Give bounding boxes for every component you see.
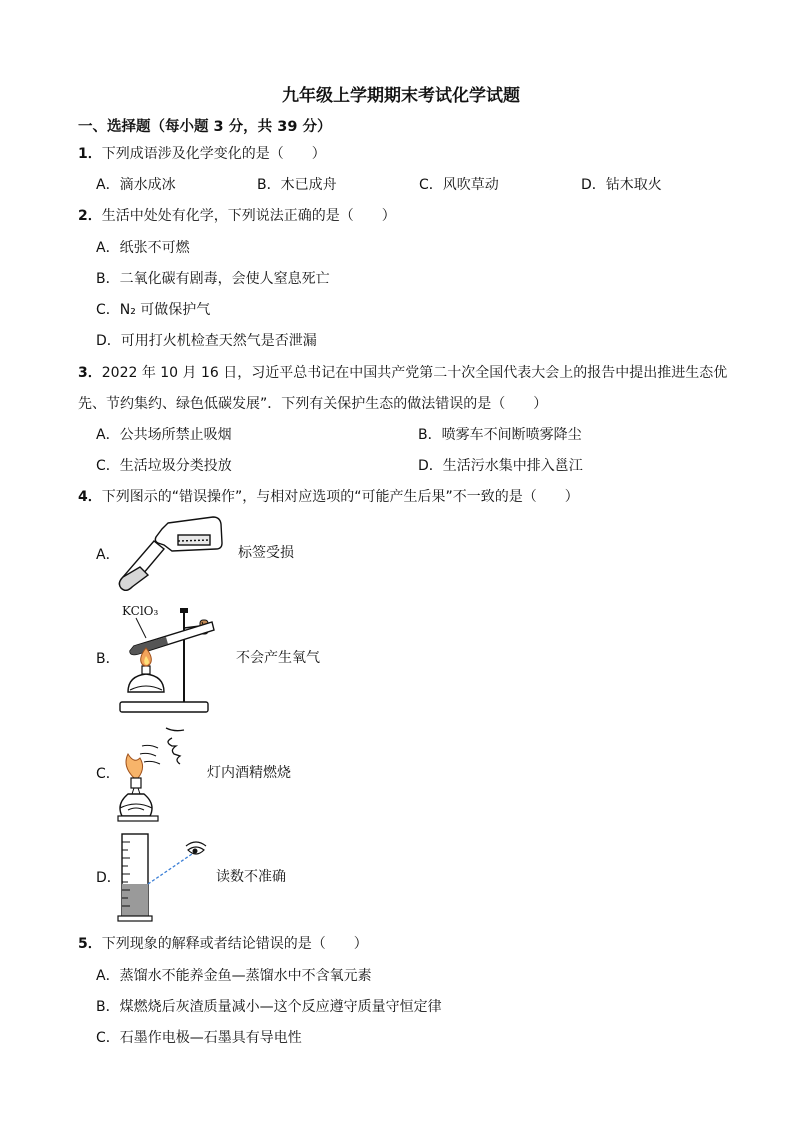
- question-text: 下列现象的解释或者结论错误的是（ ）: [101, 936, 368, 952]
- q4-option-d-letter: D．: [96, 870, 121, 886]
- q5-option-a: A．蒸馏水不能养金鱼—蒸馏水中不含氧元素: [96, 968, 372, 984]
- heating-test-tube-icon: [116, 600, 226, 715]
- question-number: 1．: [78, 146, 102, 162]
- question-number: 2．: [78, 208, 102, 224]
- q4-option-c-result: 灯内酒精燃烧: [207, 765, 291, 781]
- reading-cylinder-icon: [116, 832, 208, 922]
- blowing-out-alcohol-lamp-icon: [114, 724, 204, 826]
- q4-option-a-result: 标签受损: [238, 545, 294, 561]
- q5-option-c: C．石墨作电极—石墨具有导电性: [96, 1030, 302, 1046]
- figure-label: KClO₃: [122, 604, 159, 618]
- q5-option-b: B．煤燃烧后灰渣质量减小—这个反应遵守质量守恒定律: [96, 999, 442, 1015]
- q2-option-a: A．纸张不可燃: [96, 240, 190, 256]
- question-text: 下列图示的“错误操作”，与相对应选项的“可能产生后果”不一致的是（ ）: [101, 489, 579, 505]
- q4-option-d-result: 读数不准确: [216, 869, 286, 885]
- q3-option-a: A．公共场所禁止吸烟: [96, 427, 232, 443]
- page-title: 九年级上学期期末考试化学试题: [282, 86, 520, 106]
- q1-option-b: B．木已成舟: [257, 177, 337, 193]
- q2-option-d: D．可用打火机检查天然气是否泄漏: [96, 333, 317, 349]
- q4-option-c-letter: C．: [96, 766, 120, 782]
- question-text: 2022 年 10 月 16 日，习近平总书记在中国共产党第二十次全国代表大会上的报告中提出推进生态优: [101, 365, 728, 381]
- question-number: 3．: [78, 365, 102, 381]
- question-number: 4．: [78, 489, 102, 505]
- question-5-stem: [78, 937, 368, 951]
- q4-option-b-result: 不会产生氧气: [236, 650, 320, 666]
- question-1-stem: [78, 147, 326, 161]
- question-2-stem: [78, 209, 396, 223]
- question-3-stem-line2: 先、节约集约、绿色低碳发展”．下列有关保护生态的做法错误的是（ ）: [78, 396, 548, 412]
- q3-option-c: C．生活垃圾分类投放: [96, 458, 232, 474]
- question-text: 下列成语涉及化学变化的是（ ）: [101, 146, 326, 162]
- section-heading: 一、选择题（每小题 3 分，共 39 分）: [78, 119, 332, 135]
- question-text: 生活中处处有化学，下列说法正确的是（ ）: [101, 208, 396, 224]
- q3-option-b: B．喷雾车不间断喷雾降尘: [418, 427, 582, 443]
- question-3-stem-line1: [78, 366, 727, 380]
- q1-option-a: A．滴水成冰: [96, 177, 176, 193]
- q2-option-c: C．N₂ 可做保护气: [96, 302, 211, 318]
- q4-option-a-letter: A．: [96, 547, 120, 563]
- q1-option-c: C．风吹草动: [419, 177, 499, 193]
- q4-option-b-letter: B．: [96, 651, 120, 667]
- q2-option-b: B．二氧化碳有剧毒，会使人窒息死亡: [96, 271, 330, 287]
- pouring-liquid-icon: [118, 513, 228, 593]
- q3-option-d: D．生活污水集中排入邕江: [418, 458, 583, 474]
- q1-option-d: D．钻木取火: [581, 177, 662, 193]
- question-4-stem: [78, 490, 579, 504]
- question-number: 5．: [78, 936, 102, 952]
